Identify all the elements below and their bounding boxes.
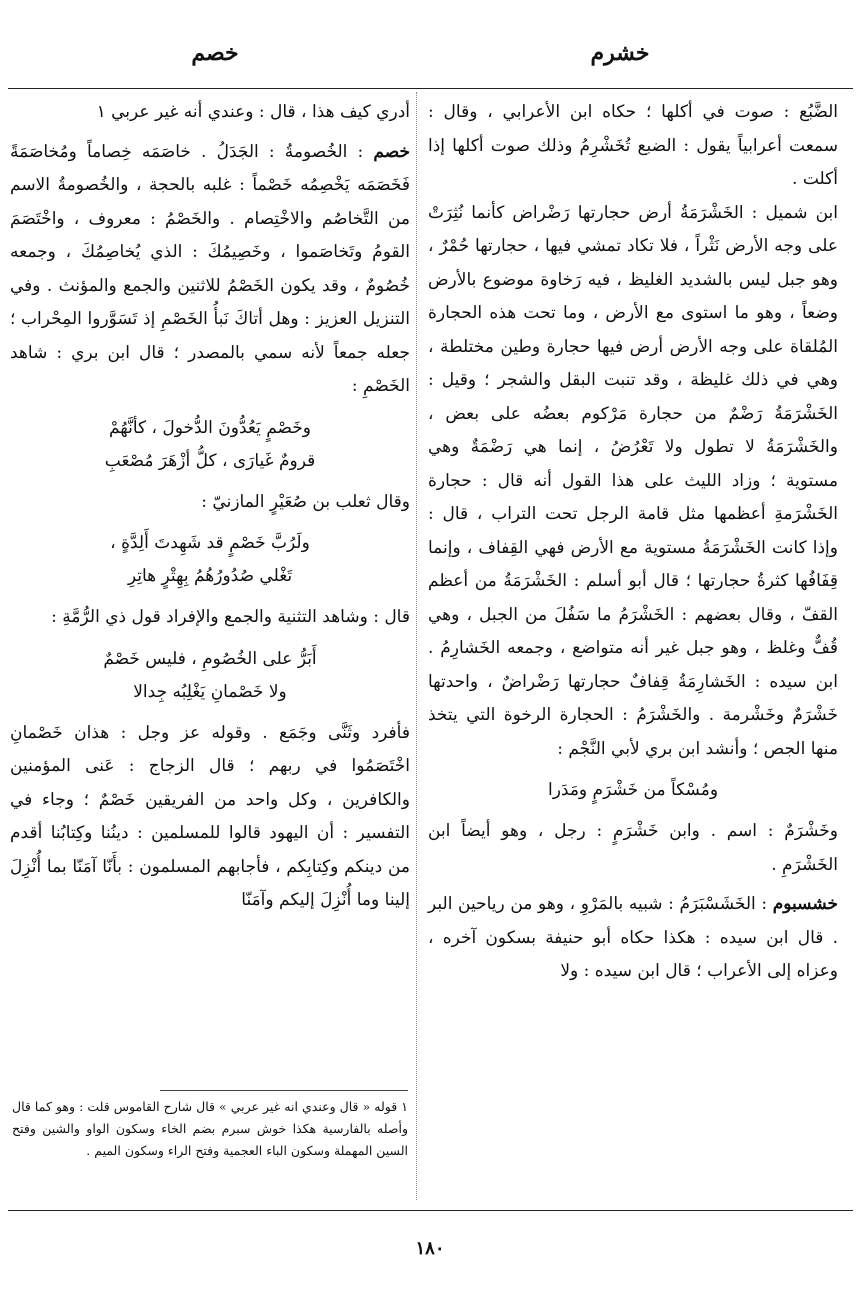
entry-paragraph: قال : وشاهد التثنية والجمع والإفراد قول ذي الرُّمَّةِ :: [51, 607, 410, 627]
verse-line: ومُسْكاً من خَشْرَمٍ ومَدَرا: [547, 780, 719, 800]
left-column: [10, 96, 410, 918]
footnote-rule: [160, 1090, 408, 1091]
header-left-entry-word: خصم: [191, 40, 239, 66]
poetry-verse: [10, 412, 410, 478]
entry-text: : الخَشَسْبَرَمُ : شبيه بالمَرْوِ ، وهو من رياحين البر . قال ابن سيده : هكذا حكاه أبو حنيفة بسكون آخره ، وعزاه إلى الأعراب ؛ قال ابن سيده : ولا: [428, 894, 838, 981]
headword: خصم: [373, 141, 410, 162]
entry-paragraph: [428, 888, 838, 989]
verse-line: ولَرُبَّ خَصْمٍ قد شَهِدتَ أَلِدَّةٍ ،: [110, 533, 310, 553]
verse-line: أَبَرُّ على الخُصُومِ ، فليس خَصْمٌ: [103, 648, 317, 669]
page-number: ١٨٠: [415, 1238, 445, 1259]
header-rule: [8, 88, 853, 89]
entry-text: : الخُصومةُ : الجَدَلُ . خاصَمَه خِصاماً ومُخاصَمَةً فَخَصَمَه يَخْصِمُه خَصْماً : غلبه بالحجة ، والخُصومةُ الاسم من التَّخاصُم والاخْتِصام . والخَصْمُ : معروف ، واخْتَصَمَ القومُ وتَخاصَموا ، وخَصِيمُكَ : الذي يُخاصِمُكَ ، وجمعه خُصُومٌ ، وقد يكون الخَصْمُ للاثنين والجمع والمؤنث . وفي التنزيل العزيز : وهل أتاكَ نَبأُ الخَصْمِ إذ تَسَوَّروا المِحْراب ؛ جعله جمعاً لأنه سمي بالمصدر ؛ قال ابن بري : شاهد الخَصْمِ :: [10, 141, 411, 396]
poetry-verse: [10, 527, 410, 593]
right-column: [428, 96, 838, 989]
footer-rule: [8, 1210, 853, 1211]
entry-paragraph: وخَشْرَمٌ : اسم . وابن خَشْرَمٍ : رجل ، وهو أيضاً ابن الخَشْرَمِ .: [428, 821, 838, 875]
entry-paragraph: [10, 136, 410, 404]
column-divider: [416, 92, 417, 1200]
poetry-verse: [10, 643, 410, 709]
verse-line: ولا خَصْمانِ يَغْلِبُه جِدالا: [133, 681, 287, 702]
headword: خشسبوم: [772, 894, 838, 914]
entry-paragraph: وقال ثعلب بن صُعَيْرٍ المازنيّ :: [201, 491, 410, 512]
verse-line: وخَصْمٍ يَعُدُّونَ الدُّخولَ ، كأنَّهُمْ: [108, 417, 312, 438]
footnote: ١ قوله « قال وعندي انه غير عربي » قال شارح القاموس قلت : وهو كما قال وأصله بالفارسية هكذا خوش سبرم بضم الخاء وسكون الواو والشين وفتح السين المهملة وسكون الباء العجمية وفتح الراء وسكون الميم .: [12, 1099, 408, 1158]
verse-line: قرومٌ غَيارَى ، كلُّ أزْهَرَ مُصْعَبِ: [104, 450, 316, 471]
header-right-entry-word: خشرم: [590, 40, 650, 66]
entry-paragraph: أدري كيف هذا ، قال : وعندي أنه غير عربي ١: [96, 102, 410, 122]
verse-line: تَغْلي صُدُورُهُمُ بِهِتْرٍ هاتِرِ: [127, 566, 293, 586]
entry-paragraph: الضَّبُع : صوت في أكلها ؛ حكاه ابن الأعرابي ، وقال : سمعت أعرابياً يقول : الضبع تُخَشْرِمُ وذلك صوت أكلها إذا أكلت .: [428, 102, 838, 189]
poetry-verse: [428, 774, 838, 807]
entry-paragraph: فأفرد وثَنَّى وجَمَع . وقوله عز وجل : هذان خَصْمانِ اخْتَصَمُوا في ربهم ؛ قال الزجاج : عَنى المؤمنين والكافرين ، وكل واحد من الفريقين خَصْمٌ ؛ وجاء في التفسير : أن اليهود قالوا للمسلمين : دينُنا وكِتابُنا أقدم من دينكم وكِتابِكم ، فأجابهم المسلمون : بأَنّا آمَنّا بما أُنْزِلَ إلينا وما أُنْزِلَ إليكم وآمَنّا: [10, 722, 410, 910]
entry-paragraph: ابن شميل : الخَشْرَمَةُ أرض حجارتها رَضْراض كأنما نُثِرَتْ على وجه الأرض نَثْراً ، فلا تكاد تمشي فيها ، حجارتها حُمْرٌ ، وهو جبل ليس بالشديد الغليظ ، فيه رَخاوة موضوع بالأرض وضعاً ، وهو ما استوى مع الأرض ، وما تحت هذه الحجارة المُلقاة على وجه الأرض أرض فيها حجارة وطين مختلطة ، وهي في ذلك غليظة ، وقد تنبت البقل والشجر ؛ وقيل : الخَشْرَمَةُ رَضْمٌ من حجارة مَرْكوم بعضُه على بعض ، والخَشْرَمَةُ لا تطول ولا تَعْرُضُ ، إنما هي رَضْمَةٌ وهي مستوية ؛ وزاد الليث على هذا القول أنه قال : حجارة الخَشْرَمةِ أعظمها مثل قامة الرجل تحت التراب ، قال : وإذا كانت الخَشْرَمَةُ مستوية مع الأرض فهي القِفاف ، وإنما قِفَافُها كثرةُ حجارتها ؛ قال أبو أسلم : الخَشْرَمَةُ من أعظم القفّ ، وقال بعضهم : الخَشْرَمُ ما سَفُلَ من الجبل ، وهي قُفٌّ وغلظ ، وهو جبل غير أنه متواضع ، وجمعه الخَشارِمُ . ابن سيده : الخَشارِمَةُ قِفافٌ حجارتها رَضْراضٌ ، واحدتها خَشْرَمٌ وخَشْرمة . والخَشْرَمُ : الحجارة الرخوة التي يتخذ منها الجص ؛ وأنشد ابن بري لأبي النَّجْم :: [428, 202, 839, 759]
